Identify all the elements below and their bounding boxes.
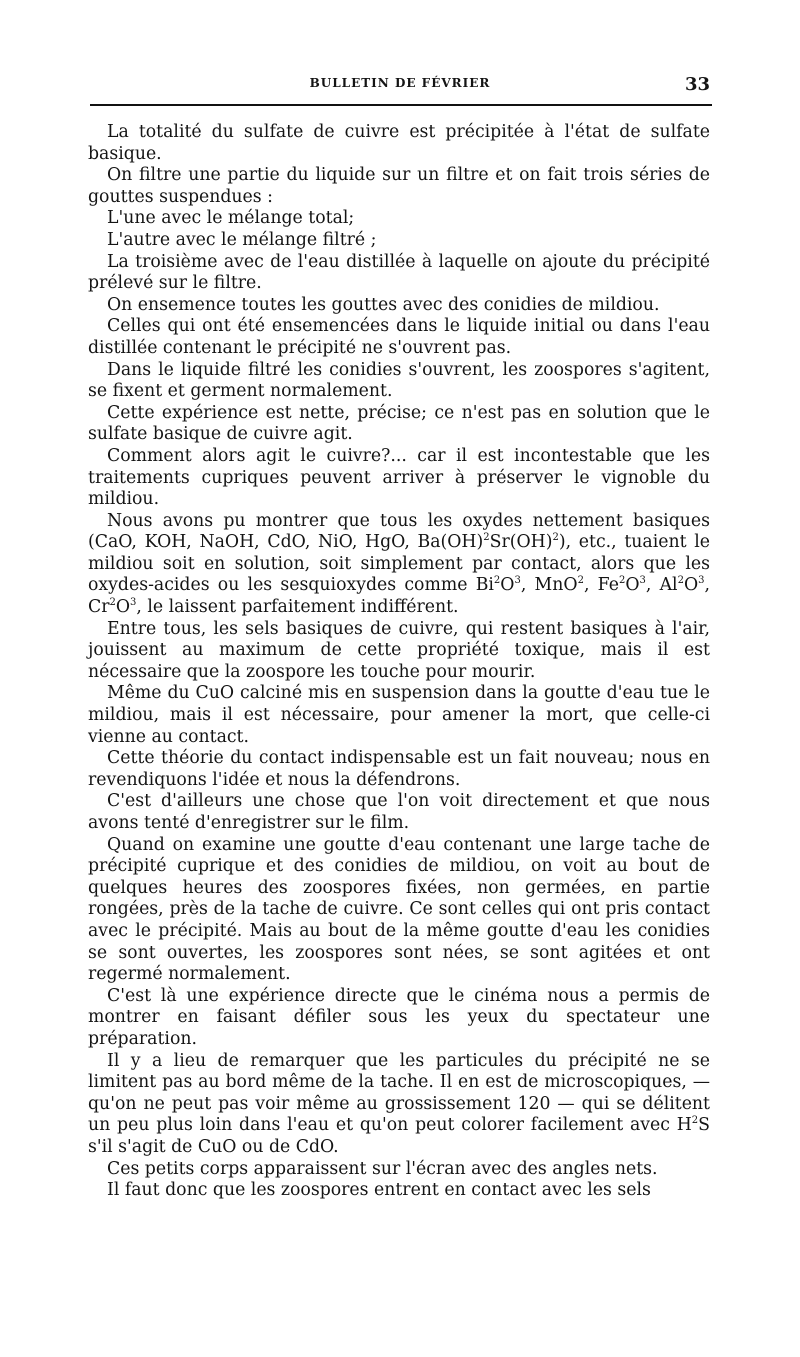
superscript: 3 <box>698 575 705 587</box>
superscript: 3 <box>639 575 646 587</box>
paragraph: Entre tous, les sels basiques de cuivre, qui restent basiques à l'air, jouissent au maximum de cette propriété toxique, mais il est nécessaire que la zoospore les touche pour mourir. <box>88 618 710 682</box>
paragraph: Dans le liquide filtré les conidies s'ouvrent, les zoospores s'agitent, se fixent et germent normalement. <box>88 359 710 402</box>
paragraph-oxides <box>88 511 710 619</box>
paragraph: Cette expérience est nette, précise; ce n'est pas en solution que le sulfate basique de cuivre agit. <box>88 402 710 445</box>
paragraph: Comment alors agit le cuivre?... car il est incontestable que les traitements cupriques peuvent arriver à préserver le vignoble du mildiou. <box>88 445 710 510</box>
body-text <box>88 122 710 1202</box>
text-run: , Cr <box>88 575 711 618</box>
paragraph: Il faut donc que les zoospores entrent en contact avec les sels <box>107 1180 651 1201</box>
text-run: , Fe <box>583 575 619 596</box>
page-header <box>90 74 710 96</box>
paragraph: L'une avec le mélange total; <box>107 208 355 229</box>
text-run: O <box>625 575 640 596</box>
paragraph: La troisième avec de l'eau distillée à laquelle on ajoute du précipité prélevé sur le filtre. <box>88 251 710 294</box>
text-run: , Al <box>645 575 678 596</box>
page-number: 33 <box>684 74 710 95</box>
superscript: 2 <box>618 575 626 587</box>
superscript: 2 <box>109 597 116 609</box>
superscript: 2 <box>677 575 684 587</box>
text-run: , MnO <box>520 575 578 596</box>
superscript: 2 <box>577 575 584 587</box>
paragraph: L'autre avec le mélange filtré ; <box>107 229 377 250</box>
paragraph: Même du CuO calciné mis en suspension dans la goutte d'eau tue le mildiou, mais il est nécessaire, pour amener la mort, que celle-ci vienne au contact. <box>88 683 710 747</box>
paragraph-h2s <box>88 1051 710 1159</box>
paragraph: Quand on examine une goutte d'eau contenant une large tache de précipité cuprique et des conidies de mildiou, on voit au bout de quelques heures des zoospores fixées, non germées, en partie rongées, près de la tache de cuivre. Ce sont celles qui ont pris contact avec le précipité. Mais au bout de la même goutte d'eau les conidies se sont ouvertes, les zoospores sont nées, se sont agitées et ont regermé normalement. <box>88 834 710 985</box>
header-rule <box>90 104 712 106</box>
text-run: Nous avons pu montrer que tous les oxydes nettement basiques (CaO, KOH, NaOH, CdO, NiO, HgO, Ba(OH) <box>88 510 710 553</box>
paragraph: On filtre une partie du liquide sur un filtre et on fait trois séries de gouttes suspendues : <box>88 165 710 207</box>
superscript: 3 <box>514 575 521 587</box>
superscript: 2 <box>493 575 501 587</box>
superscript: 3 <box>130 597 137 609</box>
running-title: BULLETIN DE FÉVRIER <box>309 76 491 90</box>
paragraph: C'est d'ailleurs une chose que l'on voit directement et que nous avons tenté d'enregistrer sur le film. <box>88 791 710 833</box>
paragraph: Celles qui ont été ensemencées dans le liquide initial ou dans l'eau distillée contenant le précipité ne s'ouvrent pas. <box>88 316 710 358</box>
superscript: 2 <box>552 532 559 544</box>
paragraph: On ensemence toutes les gouttes avec des conidies de mildiou. <box>107 294 660 315</box>
text-run: O <box>683 575 699 596</box>
text-run: O <box>500 575 515 596</box>
paragraph: C'est là une expérience directe que le cinéma nous a permis de montrer en faisant défiler sous les yeux du spectateur une préparation. <box>88 985 710 1049</box>
paragraph: Cette théorie du contact indispensable est un fait nouveau; nous en revendiquons l'idée et nous la défendrons. <box>88 748 710 790</box>
paragraph: Ces petits corps apparaissent sur l'écran avec des angles nets. <box>107 1158 658 1179</box>
text-run: ), etc., tuaient le mildiou soit en solution, soit simplement par contact, alors que les oxydes-acides ou les sesquioxydes comme Bi <box>88 532 710 596</box>
text-run: O <box>115 597 131 618</box>
paragraph: La totalité du sulfate de cuivre est précipitée à l'état de sulfate basique. <box>88 122 710 164</box>
text-run: Il y a lieu de remarquer que les particules du précipité ne se limitent pas au bord même de la tache. Il en est de microscopiques, — qu'on ne peut pas voir même au grossissement 120 — qui se délitent un peu plus loin dans l'eau et qu'on peut colorer facilement avec H <box>88 1050 710 1136</box>
superscript: 2 <box>483 532 490 544</box>
text-run: S s'il s'agit de CuO ou de CdO. <box>88 1115 710 1157</box>
text-run: , le laissent parfaitement indifférent. <box>136 597 459 618</box>
superscript: 2 <box>691 1115 699 1127</box>
text-run: Sr(OH) <box>489 532 553 553</box>
